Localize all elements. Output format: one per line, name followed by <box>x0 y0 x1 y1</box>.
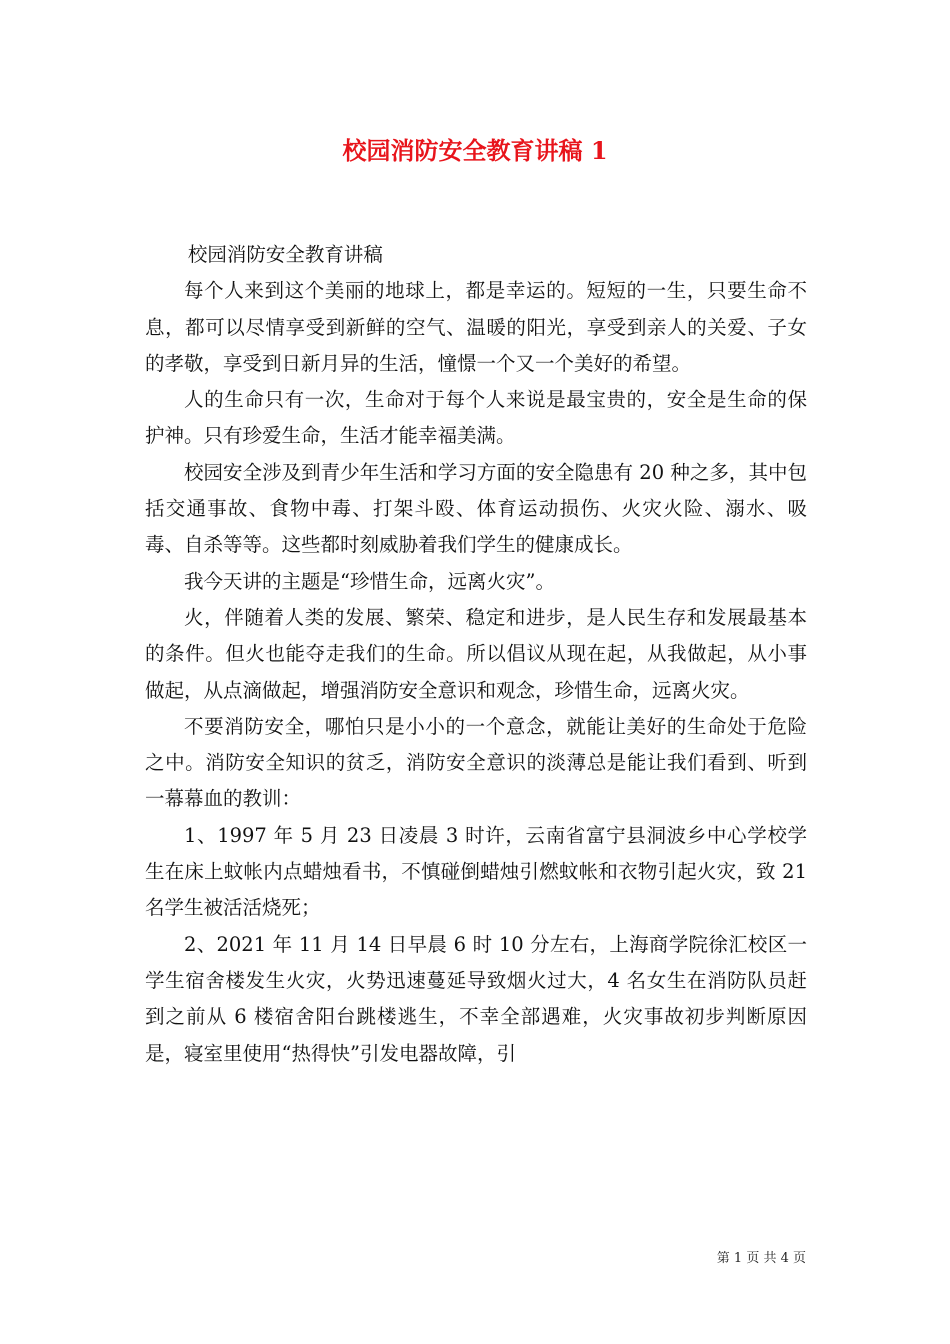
document-subtitle: 校园消防安全教育讲稿 <box>187 243 383 266</box>
paragraph-6: 不要消防安全，哪怕只是小小的一个意念，就能让美好的生命处于危险之中。消防安全知识的贫乏，消防安全意识的淡薄总是能让我们看到、听到一幕幕血的教训： <box>145 714 807 811</box>
paragraph-3: 校园安全涉及到青少年生活和学习方面的安全隐患有 20 种之多，其中包括交通事故、食物中毒、打架斗殴、体育运动损伤、火灾火险、溺水、吸毒、自杀等等。这些都时刻威胁着我们学生的健康成长。 <box>145 460 807 557</box>
document-body <box>145 237 807 1072</box>
paragraph-7: 1、1997 年 5 月 23 日凌晨 3 时许，云南省富宁县洞波乡中心学校学生在床上蚊帐内点蜡烛看书，不慎碰倒蜡烛引燃蚊帐和衣物引起火灾，致 21 名学生被活活烧死； <box>145 823 807 920</box>
paragraph-5: 火，伴随着人类的发展、繁荣、稳定和进步，是人民生存和发展最基本的条件。但火也能夺走我们的生命。所以倡议从现在起，从我做起，从小事做起，从点滴做起，增强消防安全意识和观念，珍惜生命，远离火灾。 <box>145 605 807 702</box>
paragraph-1: 每个人来到这个美丽的地球上，都是幸运的。短短的一生，只要生命不息，都可以尽情享受到新鲜的空气、温暖的阳光，享受到亲人的关爱、子女的孝敬，享受到日新月异的生活，憧憬一个又一个美好的希望。 <box>145 279 807 375</box>
page-number-footer: 第 1 页 共 4 页 <box>716 1251 806 1266</box>
paragraph-4: 我今天讲的主题是“珍惜生命，远离火灾”。 <box>184 569 555 593</box>
document-title: 校园消防安全教育讲稿 1 <box>342 136 608 165</box>
paragraph-8: 2、2021 年 11 月 14 日早晨 6 时 10 分左右，上海商学院徐汇校区一学生宿舍楼发生火灾，火势迅速蔓延导致烟火过大，4 名女生在消防队员赶到之前从 6 楼宿舍阳台跳楼逃生，不幸全部遇难，火灾事故初步判断原因是，寝室里使用“热得快”引发电器故障，引 <box>145 932 807 1065</box>
paragraph-2: 人的生命只有一次，生命对于每个人来说是最宝贵的，安全是生命的保护神。只有珍爱生命，生活才能幸福美满。 <box>145 388 807 448</box>
